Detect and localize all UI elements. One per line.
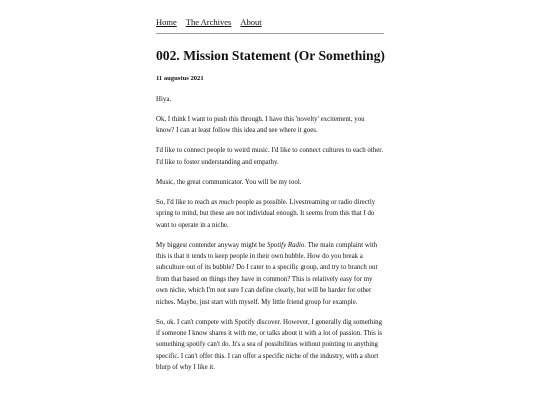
post-paragraph-2: Ok, I think I want to push this through. I have this 'novelty' excitement, you know? I can at least follow this idea and see where it goes. [156, 116, 365, 135]
nav-link-about[interactable]: About [240, 17, 262, 27]
post-date: 11 augustus 2021 [156, 75, 204, 82]
content-column [156, 16, 384, 382]
blog-post [156, 48, 384, 374]
nav-link-archives[interactable]: The Archives [185, 17, 232, 27]
nav-link-home[interactable]: Home [156, 17, 177, 27]
post-paragraph-5-text-b: people as possible. Livestreaming or radio directly spring to mind, but these are not individual enough. It seems from this that I do want to operate in a niche. [156, 198, 376, 229]
post-paragraph-6-text-b: . The main complaint with this is that it tends to keep people in their own bubble. How do you break a subculture out of its bubble? Do I cater to a specific group, and try to branch out from that based on things they have in common? This is relatively easy for my own niche, which I'm not sure I can define clearly, but will be harder for other niches. Maybe, just start with myself. My little friend group for example. [156, 241, 378, 306]
post-paragraph-5-text-a: So, I'd like to reach [156, 198, 212, 206]
post-paragraph-1: Hiya. [156, 96, 172, 103]
post-paragraph-7: So, ok. I can't compete with Spotify discover. However, I generally dig something if someone I know shares it with me, or talks about it with a lot of passion. This is something spotify can't do. It's a sea of possibilities without pointing to anything specific. I can't offer this. I can offer a specific niche of the industry, with a short blurp of why I like it. [156, 318, 383, 372]
post-paragraph-6-emphasis: Spotify Radio [267, 241, 305, 249]
post-paragraph-3: I'd like to connect people to weird music. I'd like to connect cultures to each other. I'd like to foster understanding and empathy. [156, 147, 383, 166]
post-paragraph-6 [156, 240, 384, 308]
post-title: 002. Mission Statement (Or Something) [156, 48, 385, 63]
top-nav [156, 16, 384, 34]
post-paragraph-5 [156, 197, 384, 231]
post-paragraph-5-emphasis: as much [211, 198, 234, 206]
post-paragraph-4: Music, the great communicator. You will be my tool. [156, 178, 302, 186]
post-paragraph-6-text-a: My biggest contender anyway might be [156, 241, 267, 249]
